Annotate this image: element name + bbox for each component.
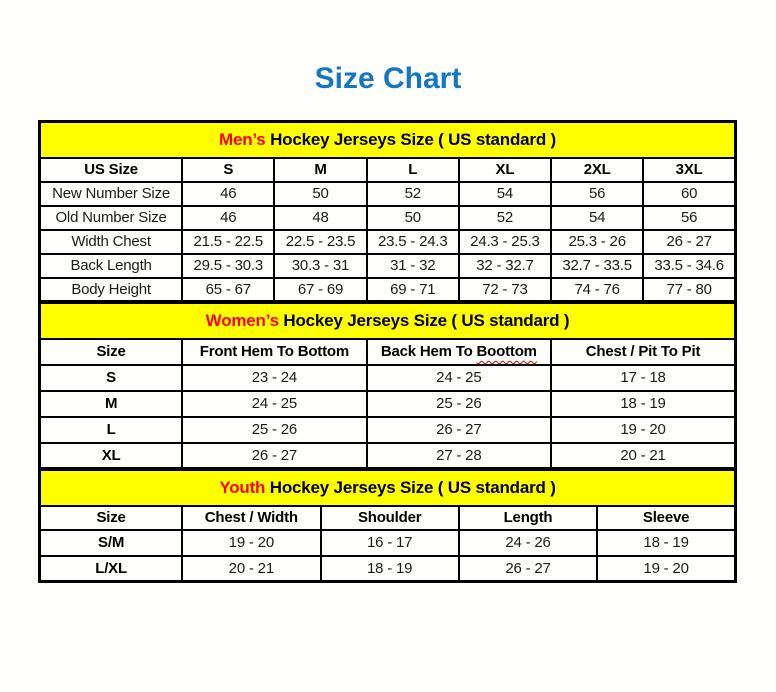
size-value-cell: 52 [459, 206, 551, 230]
size-value-cell: 56 [551, 182, 643, 206]
page-title: Size Chart [314, 62, 462, 95]
size-value-cell: 54 [551, 206, 643, 230]
size-value-cell: 24 - 26 [459, 530, 597, 556]
size-value-cell: 23 - 24 [182, 365, 366, 391]
size-value-cell: 21.5 - 22.5 [182, 230, 274, 254]
size-value-cell: 33.5 - 34.6 [643, 254, 735, 278]
womens-size-table [38, 301, 737, 470]
column-header: XL [459, 158, 551, 182]
column-header: S [182, 158, 274, 182]
mens-size-table [38, 120, 737, 303]
size-value-cell: 50 [274, 182, 366, 206]
column-header: Length [459, 506, 597, 530]
row-label: M [40, 391, 183, 417]
size-value-cell: 29.5 - 30.3 [182, 254, 274, 278]
column-header: Chest / Width [182, 506, 320, 530]
size-value-cell: 50 [367, 206, 459, 230]
youth-section-header-cell [40, 470, 736, 506]
table-row [40, 417, 736, 443]
size-value-cell: 20 - 21 [182, 556, 320, 582]
size-value-cell: 18 - 19 [321, 556, 459, 582]
size-value-cell: 18 - 19 [597, 530, 735, 556]
womens-accent-label: Women’s [205, 310, 279, 330]
column-header [367, 339, 551, 365]
size-value-cell: 77 - 80 [643, 278, 735, 302]
size-value-cell: 19 - 20 [551, 417, 735, 443]
column-header: Chest / Pit To Pit [551, 339, 735, 365]
size-value-cell: 24 - 25 [367, 365, 551, 391]
size-value-cell: 27 - 28 [367, 443, 551, 469]
youth-header-text: Hockey Jerseys Size ( US standard ) [265, 477, 556, 497]
table-row [40, 556, 736, 582]
column-header: 3XL [643, 158, 735, 182]
column-header: Sleeve [597, 506, 735, 530]
size-value-cell: 48 [274, 206, 366, 230]
size-value-cell: 16 - 17 [321, 530, 459, 556]
column-header: 2XL [551, 158, 643, 182]
size-value-cell: 72 - 73 [459, 278, 551, 302]
size-value-cell: 18 - 19 [551, 391, 735, 417]
row-label: Body Height [40, 278, 183, 302]
size-value-cell: 69 - 71 [367, 278, 459, 302]
size-value-cell: 46 [182, 182, 274, 206]
column-header: US Size [40, 158, 183, 182]
youth-accent-label: Youth [219, 477, 266, 497]
size-value-cell: 60 [643, 182, 735, 206]
size-value-cell: 25.3 - 26 [551, 230, 643, 254]
womens-column-header-row [40, 339, 736, 365]
mens-section-header-cell [40, 122, 736, 158]
row-label: New Number Size [40, 182, 183, 206]
table-row [40, 182, 736, 206]
column-header: L [367, 158, 459, 182]
womens-header-text: Hockey Jerseys Size ( US standard ) [278, 310, 570, 330]
table-row [40, 206, 736, 230]
size-value-cell: 56 [643, 206, 735, 230]
column-header: Front Hem To Bottom [182, 339, 366, 365]
womens-section-header [40, 303, 736, 339]
table-row [40, 254, 736, 278]
size-value-cell: 25 - 26 [367, 391, 551, 417]
size-value-cell: 26 - 27 [643, 230, 735, 254]
table-row [40, 530, 736, 556]
size-value-cell: 26 - 27 [182, 443, 366, 469]
size-value-cell: 26 - 27 [459, 556, 597, 582]
size-value-cell: 19 - 20 [597, 556, 735, 582]
size-value-cell: 32.7 - 33.5 [551, 254, 643, 278]
column-header: M [274, 158, 366, 182]
size-value-cell: 17 - 18 [551, 365, 735, 391]
mens-section-header [40, 122, 736, 158]
size-value-cell: 31 - 32 [367, 254, 459, 278]
size-value-cell: 22.5 - 23.5 [274, 230, 366, 254]
size-tables-container [38, 120, 737, 583]
column-header: Size [40, 506, 183, 530]
womens-section-header-cell [40, 303, 736, 339]
table-row [40, 443, 736, 469]
size-value-cell: 52 [367, 182, 459, 206]
row-label: L [40, 417, 183, 443]
size-value-cell: 26 - 27 [367, 417, 551, 443]
size-value-cell: 30.3 - 31 [274, 254, 366, 278]
size-value-cell: 32 - 32.7 [459, 254, 551, 278]
table-row [40, 278, 736, 302]
size-value-cell: 67 - 69 [274, 278, 366, 302]
row-label: S/M [40, 530, 183, 556]
column-header: Shoulder [321, 506, 459, 530]
misspelled-word: Boottom [476, 343, 537, 360]
youth-section-header [40, 470, 736, 506]
column-header: Size [40, 339, 183, 365]
size-value-cell: 25 - 26 [182, 417, 366, 443]
size-value-cell: 24 - 25 [182, 391, 366, 417]
size-value-cell: 74 - 76 [551, 278, 643, 302]
youth-size-table [38, 468, 737, 583]
row-label: S [40, 365, 183, 391]
column-header-text: Back Hem To [380, 343, 477, 360]
mens-header-text: Hockey Jerseys Size ( US standard ) [265, 129, 556, 149]
row-label: Back Length [40, 254, 183, 278]
size-value-cell: 54 [459, 182, 551, 206]
mens-column-header-row [40, 158, 736, 182]
row-label: Width Chest [40, 230, 183, 254]
size-value-cell: 65 - 67 [182, 278, 274, 302]
mens-accent-label: Men’s [219, 129, 266, 149]
size-value-cell: 24.3 - 25.3 [459, 230, 551, 254]
size-value-cell: 19 - 20 [182, 530, 320, 556]
youth-column-header-row [40, 506, 736, 530]
table-row [40, 230, 736, 254]
row-label: L/XL [40, 556, 183, 582]
table-row [40, 391, 736, 417]
row-label: XL [40, 443, 183, 469]
size-value-cell: 46 [182, 206, 274, 230]
size-value-cell: 20 - 21 [551, 443, 735, 469]
size-value-cell: 23.5 - 24.3 [367, 230, 459, 254]
row-label: Old Number Size [40, 206, 183, 230]
table-row [40, 365, 736, 391]
